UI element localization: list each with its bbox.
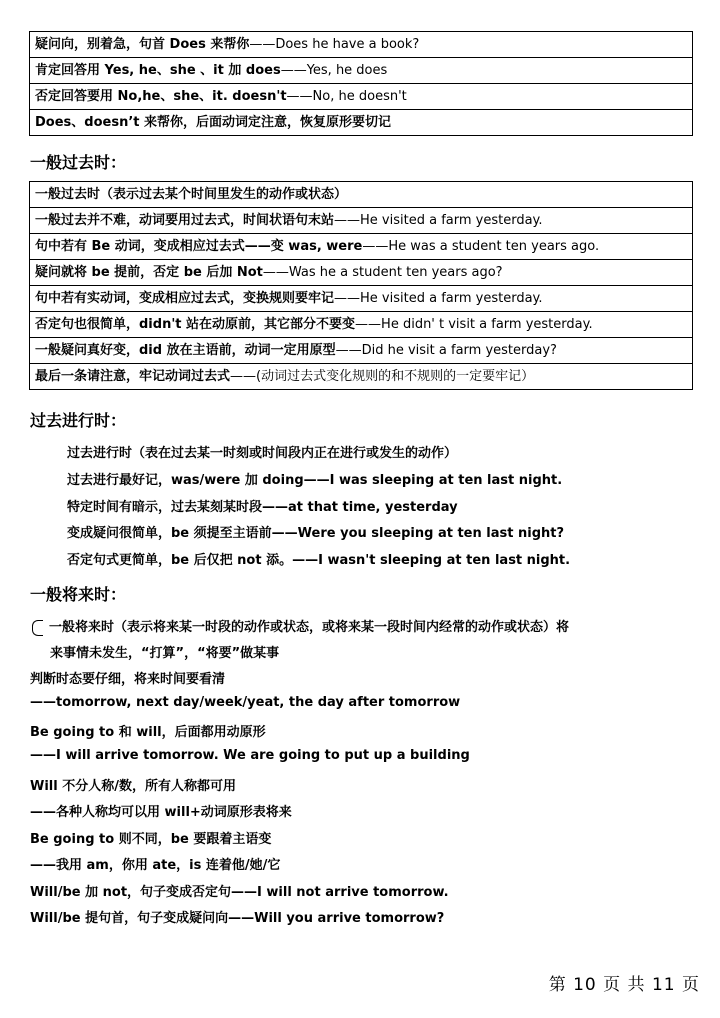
future-line: ——I will arrive tomorrow. We are going to put up a building: [30, 748, 470, 763]
future-line: ——各种人称均可以用 will+动词原形表将来: [30, 805, 292, 820]
rule-text: Does、doesn’t 来帮你，后面动词定注意，恢复原形要切记: [35, 115, 392, 130]
example-text: ——Did he visit a farm yesterday?: [335, 343, 557, 358]
rule-text: 肯定回答用 Yes, he、she 、it 加 does: [35, 63, 281, 78]
table-simple-past: [29, 181, 693, 390]
rule-text: 否定句也很简单，didn't 站在动原前，其它部分不要变: [35, 317, 356, 332]
page-number: 第 10 页 共 11 页: [548, 975, 700, 995]
future-line: Will/be 提句首，句子变成疑问向——Will you arrive tomorrow?: [30, 911, 445, 926]
rule-text: 一般过去并不难，动词要用过去式，时间状语句末站: [35, 213, 335, 228]
table-row: [30, 260, 693, 286]
heading-past-continuous: 过去进行时：: [30, 411, 127, 430]
rule-text: 一般疑问真好变，did 放在主语前，动词一定用原型: [35, 343, 336, 358]
table-row: [30, 364, 693, 390]
table-row: [30, 234, 693, 260]
rule-text: 一般过去时（表示过去某个时间里发生的动作或状态）: [35, 187, 348, 202]
future-definition-text: 一般将来时（表示将来某一时段的动作或状态，或将来某一段时间内经常的动作或状态）将: [49, 620, 570, 635]
heading-simple-past: 一般过去时：: [30, 153, 127, 172]
rule-text: 疑问向，别着急，句首 Does 来帮你: [35, 37, 250, 52]
future-line: ——我用 am，你用 ate，is 连着他/她/它: [30, 858, 281, 873]
table-row: [30, 84, 693, 110]
table-does: [29, 31, 693, 136]
past-cont-line: 过去进行最好记，was/were 加 doing——I was sleeping at ten last night.: [67, 473, 563, 488]
rule-text: 疑问就将 be 提前，否定 be 后加 Not: [35, 265, 263, 280]
table-row: [30, 110, 693, 136]
future-definition: [32, 616, 569, 636]
past-cont-line: 特定时间有暗示，过去某刻某时段——at that time, yesterday: [67, 500, 458, 515]
example-text: ——He visited a farm yesterday.: [334, 291, 543, 306]
rule-text: 句中若有实动词，变成相应过去式，变换规则要牢记: [35, 291, 335, 306]
example-text: ——No, he doesn't: [286, 89, 407, 104]
rule-text: 句中若有 Be 动词，变成相应过去式——变 was, were: [35, 239, 363, 254]
example-text: ——Was he a student ten years ago?: [262, 265, 503, 280]
example-text: ——Yes, he does: [280, 63, 388, 78]
table-row: [30, 208, 693, 234]
future-line: Will/be 加 not，句子变成否定句——I will not arrive tomorrow.: [30, 885, 449, 900]
future-line: Will 不分人称/数，所有人称都可用: [30, 779, 236, 794]
past-cont-line: 否定句式更简单，be 后仅把 not 添。——I wasn't sleeping at ten last night.: [67, 553, 571, 568]
rule-text: 否定回答要用 No,he、she、it. doesn't: [35, 89, 287, 104]
future-line: ——tomorrow, next day/week/yeat, the day after tomorrow: [30, 695, 461, 710]
table-row: [30, 312, 693, 338]
table-row: [30, 182, 693, 208]
rule-text: 最后一条请注意，牢记动词过去式: [35, 369, 231, 384]
future-line: Be going to 则不同，be 要跟着主语变: [30, 832, 272, 847]
table-row: [30, 58, 693, 84]
table-row: [30, 338, 693, 364]
past-cont-line: 过去进行时（表在过去某一时刻或时间段内正在进行或发生的动作）: [67, 446, 458, 461]
heading-simple-future: 一般将来时：: [30, 585, 127, 604]
example-text: ——He was a student ten years ago.: [362, 239, 600, 254]
brace-icon: [32, 620, 43, 636]
future-line: 判断时态要仔细，将来时间要看清: [30, 672, 226, 687]
future-definition-cont: 来事情未发生，“打算”，“将要”做某事: [50, 646, 280, 661]
past-cont-line: 变成疑问很简单，be 须提至主语前——Were you sleeping at ten last night?: [67, 526, 565, 541]
future-line: Be going to 和 will，后面都用动原形: [30, 725, 266, 740]
example-text: ——He visited a farm yesterday.: [334, 213, 543, 228]
table-row: [30, 286, 693, 312]
example-text: ——He didn' t visit a farm yesterday.: [355, 317, 593, 332]
example-text: ——Does he have a book?: [249, 37, 420, 52]
example-text: ——(动词过去式变化规则的和不规则的一定要牢记）: [230, 369, 535, 384]
table-row: [30, 32, 693, 58]
